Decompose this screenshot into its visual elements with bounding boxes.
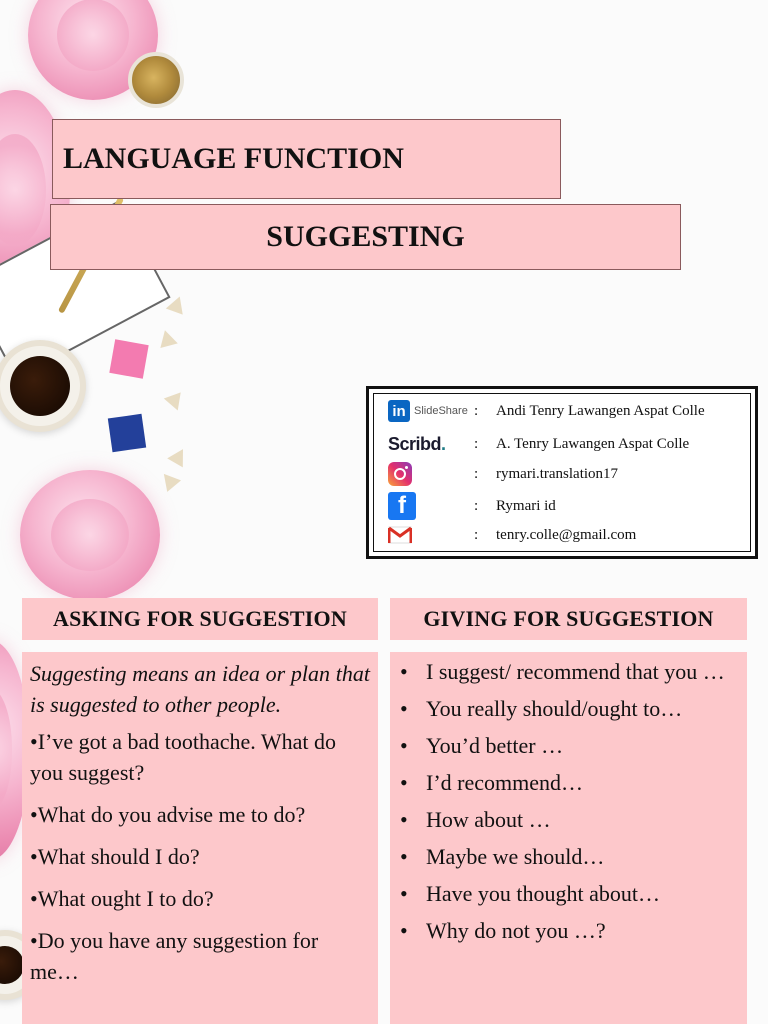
instagram-icon bbox=[388, 462, 412, 486]
giving-item-text: Why do not you …? bbox=[426, 918, 606, 943]
contact-value: Rymari id bbox=[496, 497, 556, 514]
separator: : bbox=[474, 497, 479, 514]
bullet: • bbox=[400, 807, 408, 832]
scribd-logo: Scribd. bbox=[388, 434, 446, 454]
asking-heading-box bbox=[22, 598, 378, 640]
definition-text: Suggesting means an idea or plan that is suggested to other people. bbox=[30, 661, 370, 717]
linkedin-icon: in bbox=[388, 400, 410, 422]
triangle-decoration bbox=[167, 445, 191, 468]
contact-row-facebook bbox=[374, 492, 750, 520]
page-title: LANGUAGE FUNCTION bbox=[63, 142, 404, 175]
giving-item-text: I’d recommend… bbox=[426, 770, 583, 795]
giving-heading: GIVING FOR SUGGESTION bbox=[423, 606, 714, 631]
triangle-decoration bbox=[157, 468, 181, 492]
contact-value: tenry.colle@gmail.com bbox=[496, 526, 637, 543]
contact-card bbox=[366, 386, 758, 559]
giving-item-text: Have you thought about… bbox=[426, 881, 661, 906]
asking-item: •I’ve got a bad toothache. What do you suggest? bbox=[30, 729, 337, 785]
giving-item-text: Maybe we should… bbox=[426, 844, 605, 869]
contact-value: rymari.translation17 bbox=[496, 465, 619, 482]
giving-item bbox=[396, 915, 739, 946]
bullet: • bbox=[400, 918, 408, 943]
giving-item bbox=[396, 656, 739, 687]
giving-list bbox=[396, 656, 739, 946]
pink-square-decoration bbox=[109, 339, 148, 378]
slideshare-brand: SlideShare bbox=[414, 405, 468, 417]
giving-item bbox=[396, 804, 739, 835]
contact-value: A. Tenry Lawangen Aspat Colle bbox=[496, 436, 690, 452]
bullet: • bbox=[400, 696, 408, 721]
giving-item-text: You really should/ought to… bbox=[426, 696, 683, 721]
contact-row-gmail bbox=[374, 526, 750, 544]
bullet: • bbox=[400, 881, 408, 906]
asking-item: •What do you advise me to do? bbox=[30, 802, 306, 827]
facebook-icon: f bbox=[388, 492, 416, 520]
asking-heading: ASKING FOR SUGGESTION bbox=[53, 606, 347, 631]
giving-item bbox=[396, 878, 739, 909]
separator: : bbox=[474, 436, 479, 452]
separator: : bbox=[474, 402, 479, 419]
coffee-cup-image bbox=[0, 340, 86, 432]
giving-item bbox=[396, 767, 739, 798]
triangle-decoration bbox=[164, 392, 186, 413]
giving-item-text: How about … bbox=[426, 807, 551, 832]
giving-item bbox=[396, 841, 739, 872]
triangle-decoration bbox=[156, 328, 178, 348]
giving-item bbox=[396, 693, 739, 724]
page-subtitle: SUGGESTING bbox=[266, 220, 465, 253]
giving-item-text: I suggest/ recommend that you … bbox=[426, 659, 725, 684]
asking-panel bbox=[22, 652, 378, 1024]
separator: : bbox=[474, 526, 479, 543]
bullet: • bbox=[400, 733, 408, 758]
peony-flower-image bbox=[20, 470, 160, 600]
bullet: • bbox=[400, 770, 408, 795]
giving-item bbox=[396, 730, 739, 761]
blue-square-decoration bbox=[108, 414, 146, 452]
bullet: • bbox=[400, 844, 408, 869]
subtitle-box bbox=[50, 204, 681, 270]
contact-row-slideshare bbox=[374, 400, 750, 422]
asking-item: •Do you have any suggestion for me… bbox=[30, 928, 319, 984]
asking-item: •What should I do? bbox=[30, 844, 200, 869]
contact-row-instagram bbox=[374, 462, 750, 486]
giving-panel bbox=[390, 652, 747, 1024]
separator: : bbox=[474, 465, 479, 482]
contact-row-scribd bbox=[374, 434, 750, 455]
title-box bbox=[52, 119, 561, 199]
contact-value: Andi Tenry Lawangen Aspat Colle bbox=[496, 402, 705, 419]
gmail-icon bbox=[388, 526, 412, 544]
triangle-decoration bbox=[166, 293, 188, 314]
bullet: • bbox=[400, 659, 408, 684]
giving-heading-box bbox=[390, 598, 747, 640]
gold-jar-image bbox=[128, 52, 184, 108]
asking-item: •What ought I to do? bbox=[30, 886, 214, 911]
giving-item-text: You’d better … bbox=[426, 733, 564, 758]
